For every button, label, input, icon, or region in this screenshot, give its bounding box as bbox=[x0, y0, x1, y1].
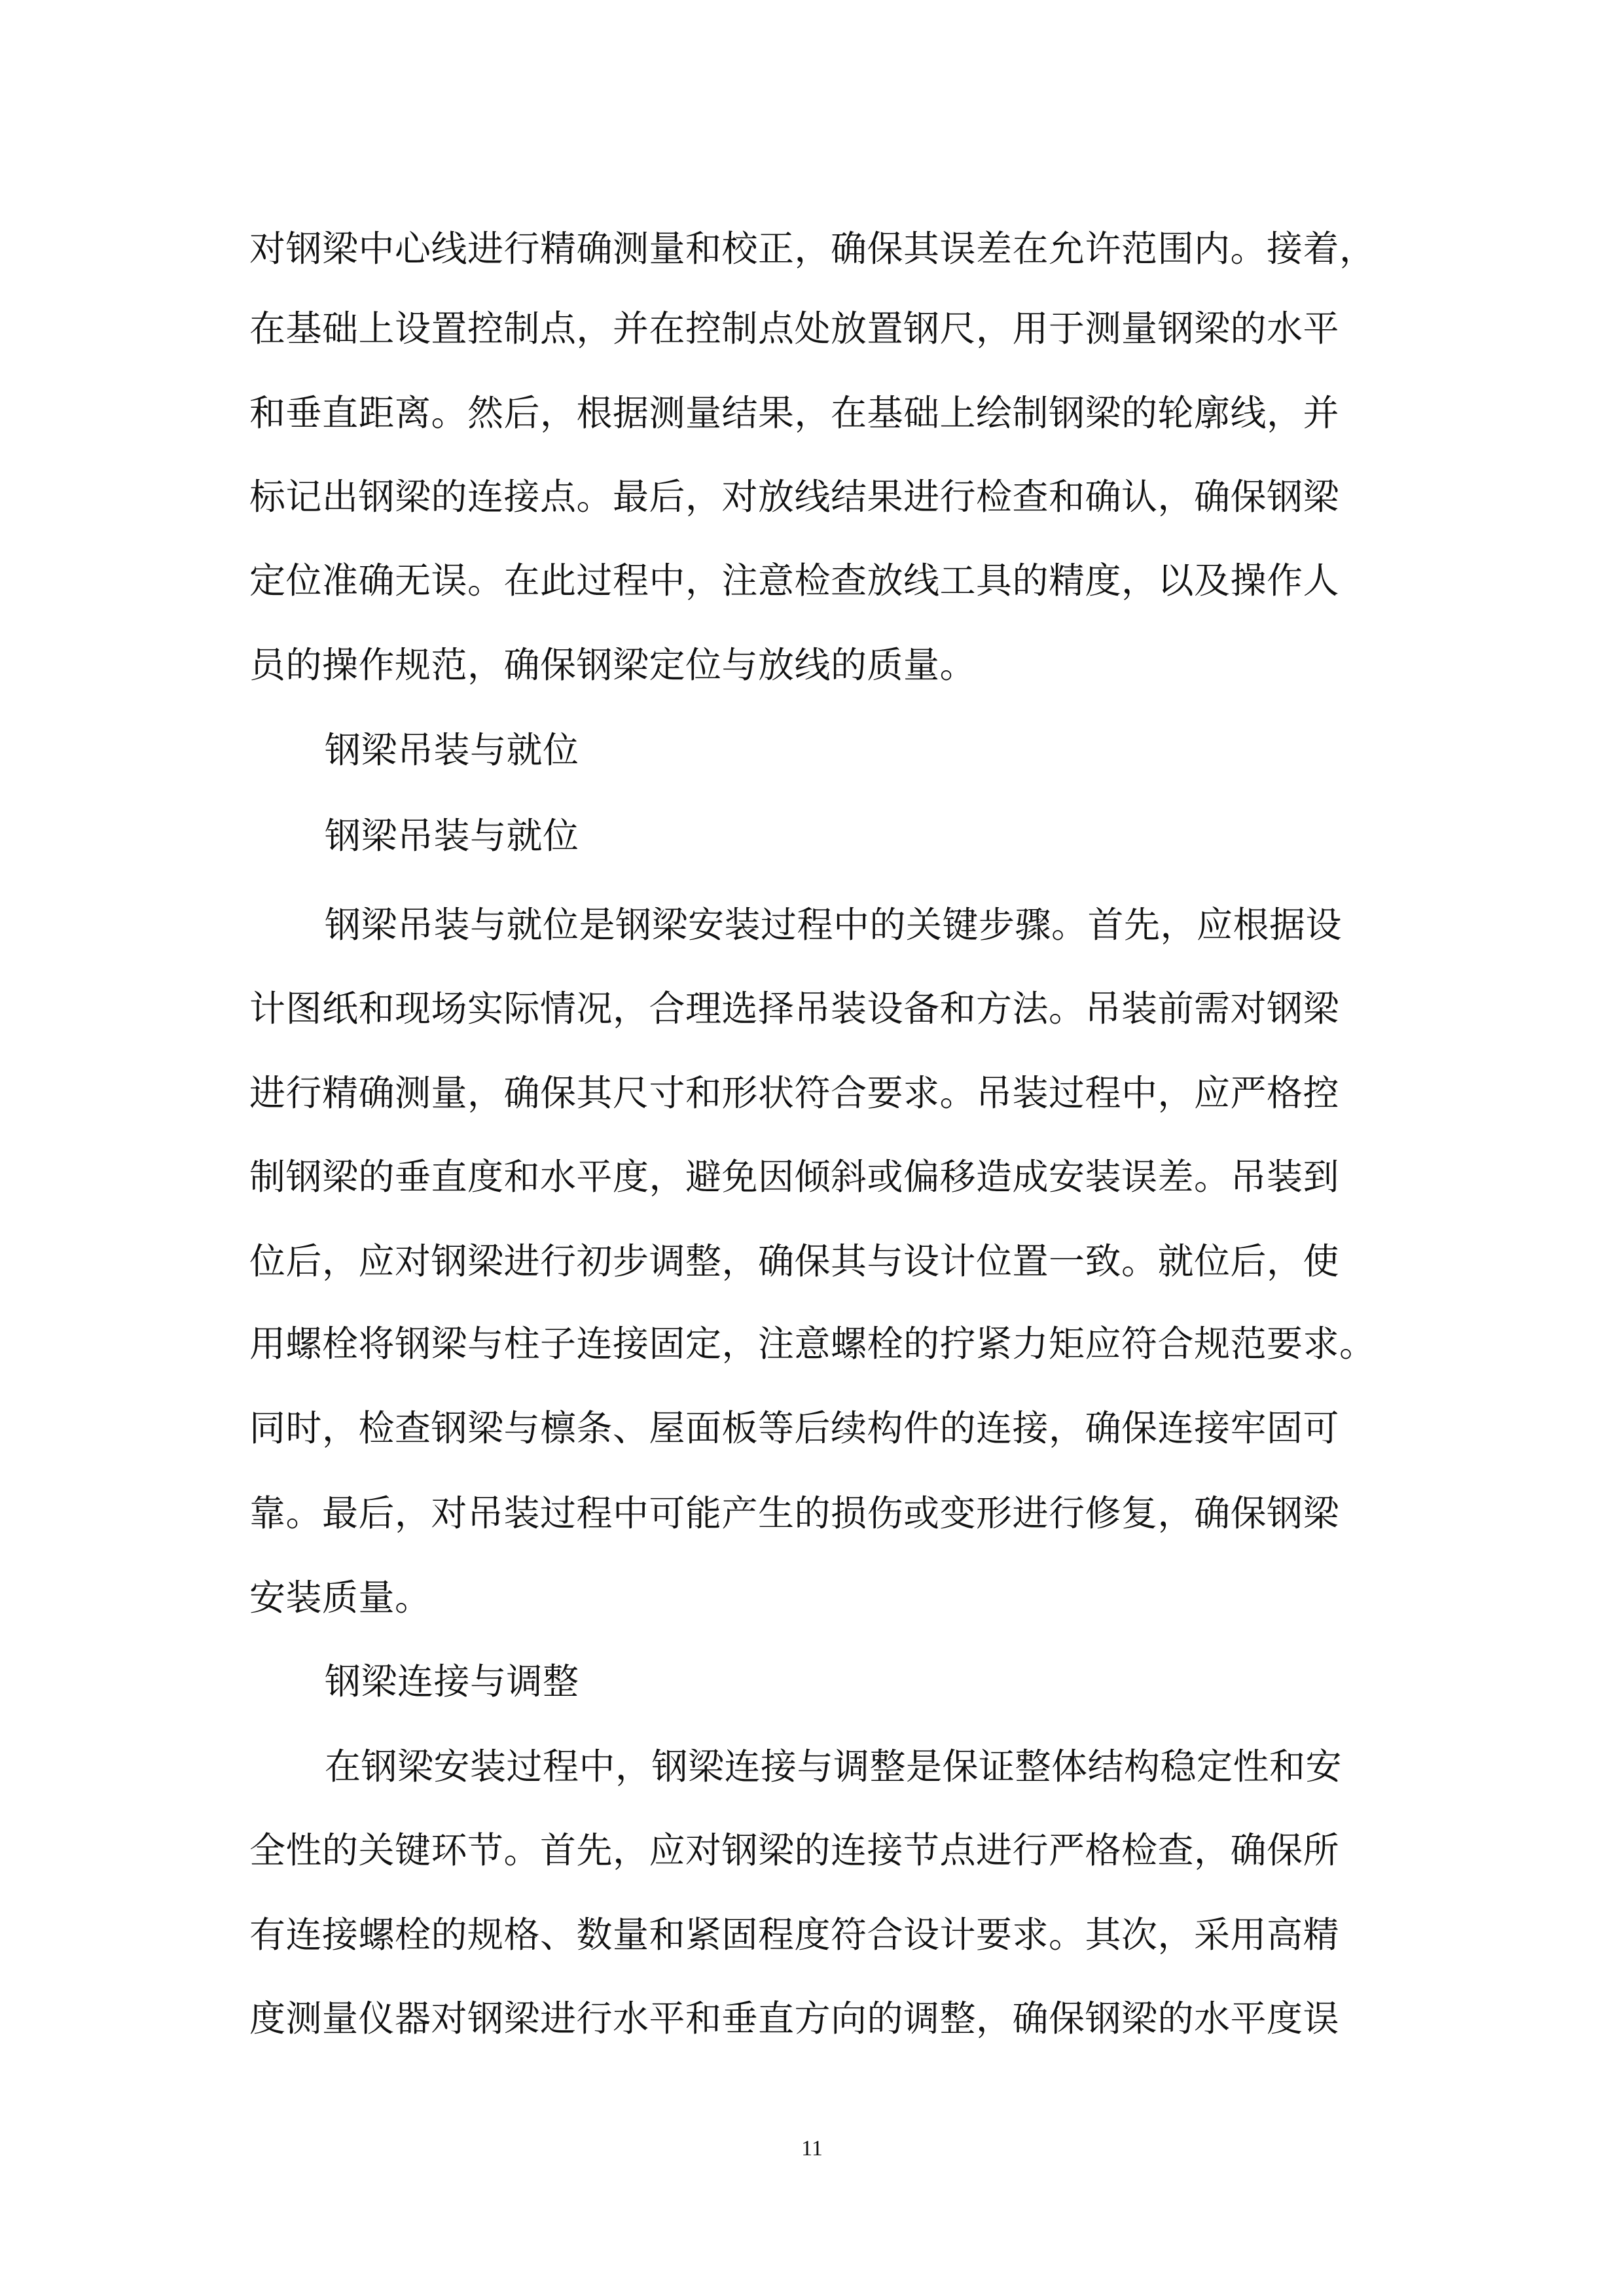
text-line: 制钢梁的垂直度和水平度，避免因倾斜或偏移造成安装误差。吊装到 bbox=[249, 1156, 1340, 1198]
section-heading: 钢梁吊装与就位 bbox=[325, 815, 579, 857]
text-line: 定位准确无误。在此过程中，注意检查放线工具的精度，以及操作人 bbox=[249, 560, 1340, 601]
text-line: 和垂直距离。然后，根据测量结果，在基础上绘制钢梁的轮廓线，并 bbox=[249, 392, 1340, 434]
text-line: 同时，检查钢梁与檩条、屋面板等后续构件的连接，确保连接牢固可 bbox=[249, 1407, 1340, 1449]
page-number: 11 bbox=[801, 2136, 823, 2161]
text-line: 有连接螺栓的规格、数量和紧固程度符合设计要求。其次，采用高精 bbox=[249, 1914, 1340, 1956]
text-line: 在钢梁安装过程中，钢梁连接与调整是保证整体结构稳定性和安 bbox=[325, 1746, 1343, 1787]
text-line: 进行精确测量，确保其尺寸和形状符合要求。吊装过程中，应严格控 bbox=[249, 1072, 1340, 1114]
text-line: 员的操作规范，确保钢梁定位与放线的质量。 bbox=[249, 644, 977, 686]
section-heading: 钢梁连接与调整 bbox=[325, 1660, 579, 1702]
text-line: 度测量仪器对钢梁进行水平和垂直方向的调整，确保钢梁的水平度误 bbox=[249, 1998, 1340, 2039]
text-line: 对钢梁中心线进行精确测量和校正，确保其误差在允许范围内。接着， bbox=[249, 228, 1376, 270]
text-line: 钢梁吊装与就位是钢梁安装过程中的关键步骤。首先，应根据设 bbox=[325, 904, 1343, 946]
text-line: 靠。最后，对吊装过程中可能产生的损伤或变形进行修复，确保钢梁 bbox=[249, 1492, 1340, 1534]
text-line: 计图纸和现场实际情况，合理选择吊装设备和方法。吊装前需对钢梁 bbox=[249, 988, 1340, 1030]
text-line: 全性的关键环节。首先，应对钢梁的连接节点进行严格检查，确保所 bbox=[249, 1829, 1340, 1871]
text-line: 标记出钢梁的连接点。最后，对放线结果进行检查和确认，确保钢梁 bbox=[249, 476, 1340, 518]
section-heading: 钢梁吊装与就位 bbox=[325, 729, 579, 771]
text-line: 在基础上设置控制点，并在控制点处放置钢尺，用于测量钢梁的水平 bbox=[249, 308, 1340, 350]
text-line: 安装质量。 bbox=[249, 1577, 431, 1619]
text-line: 用螺栓将钢梁与柱子连接固定，注意螺栓的拧紧力矩应符合规范要求。 bbox=[249, 1323, 1376, 1365]
text-line: 位后，应对钢梁进行初步调整，确保其与设计位置一致。就位后，使 bbox=[249, 1240, 1340, 1282]
